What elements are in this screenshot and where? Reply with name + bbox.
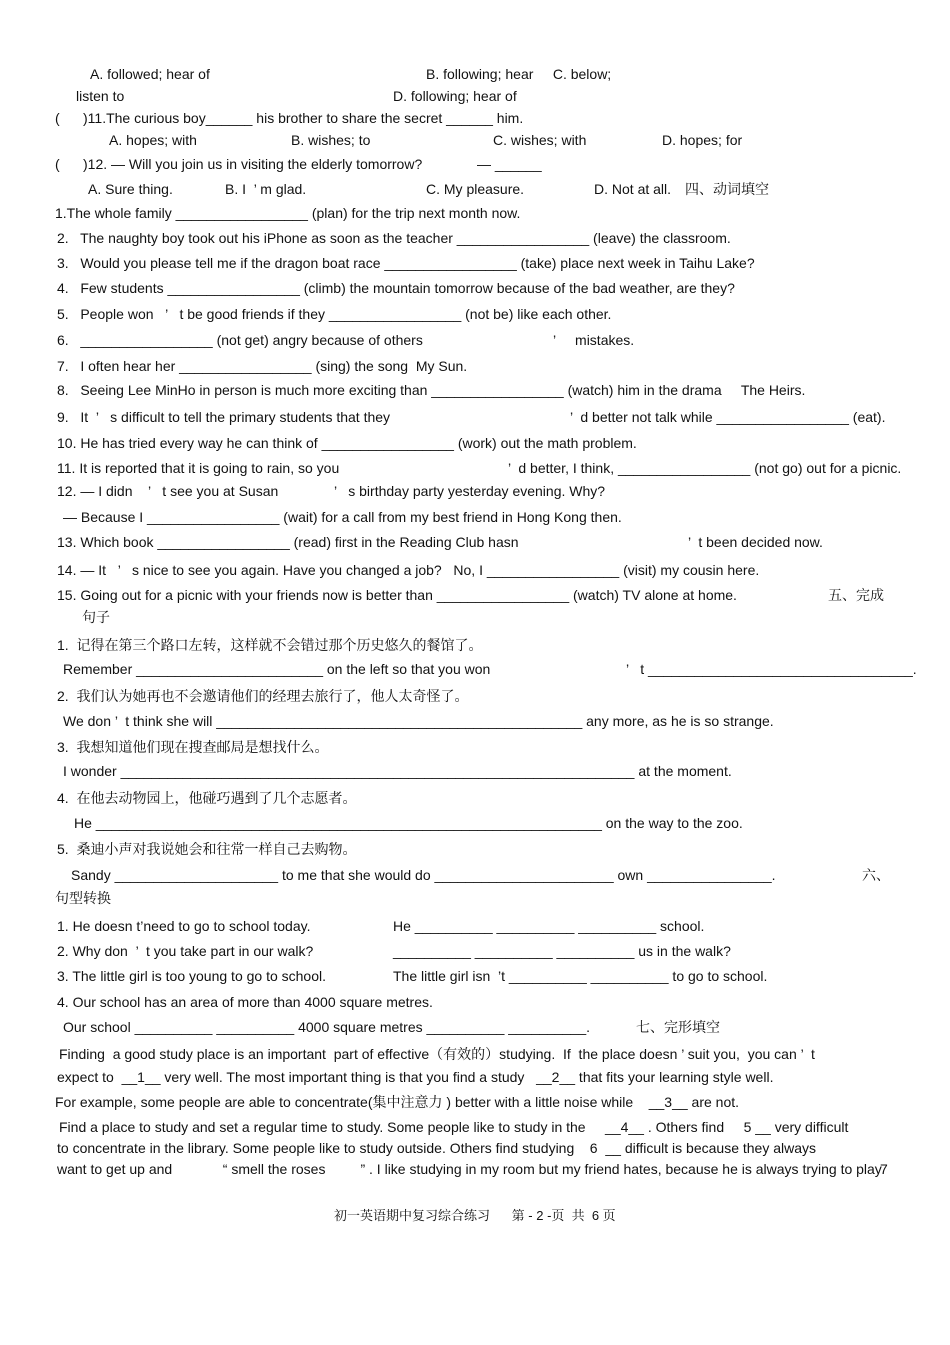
q12-option-b: B. I ’ m glad.: [225, 181, 307, 197]
verb-fill-6: 6. _________________ (not get) angry because of others: [57, 332, 423, 348]
sentence-1-english-end: ’ t __________________________________.: [626, 661, 917, 677]
cloze-blank-7-marker: 7: [880, 1161, 888, 1177]
q12-option-a: A. Sure thing.: [88, 181, 173, 197]
verb-fill-9-end: ’ d better not talk while _________________ (eat).: [570, 409, 886, 425]
sentence-2-english: We don ’ t think she will _______________________________________________ any more, as he is so strange.: [63, 713, 774, 729]
section-heading-verb-fill: 四、动词填空: [685, 181, 769, 197]
option-d: D. following; hear of: [393, 88, 517, 104]
q11-option-c: C. wishes; with: [493, 132, 587, 148]
section-heading-transform-cont: 句型转换: [55, 890, 111, 906]
verb-fill-2: 2. The naughty boy took out his iPhone as soon as the teacher _________________ (leave) the classroom.: [57, 230, 731, 246]
cloze-line-6: want to get up and “ smell the roses ” . I like studying in my room but my friend hates, because he is always trying to play: [57, 1161, 882, 1177]
verb-fill-13: 13. Which book _________________ (read) first in the Reading Club hasn: [57, 534, 519, 550]
sentence-2-chinese: 2. 我们认为她再也不会邀请他们的经理去旅行了，他人太奇怪了。: [57, 688, 469, 704]
transform-2-rewrite: __________ __________ __________ us in the walk?: [393, 943, 731, 959]
sentence-1-chinese: 1. 记得在第三个路口左转，这样就不会错过那个历史悠久的餐馆了。: [57, 637, 483, 653]
verb-fill-5: 5. People won ’ t be good friends if they _________________ (not be) like each other.: [57, 306, 612, 322]
transform-2-original: 2. Why don ’ t you take part in our walk?: [57, 943, 314, 959]
q12-option-c: C. My pleasure.: [426, 181, 525, 197]
cloze-line-2: expect to __1__ very well. The most important thing is that you find a study __2__ that fits your learning style well.: [57, 1069, 774, 1085]
verb-fill-13-end: ’ t been decided now.: [688, 534, 823, 550]
option-a: A. followed; hear of: [90, 66, 210, 82]
cloze-line-5: to concentrate in the library. Some people like to study outside. Others find studying 6 __ difficult is because they always: [57, 1140, 817, 1156]
q12-option-d: D. Not at all.: [594, 181, 672, 197]
verb-fill-9: 9. It ’ s difficult to tell the primary students that they: [57, 409, 391, 425]
sentence-5-english: Sandy _____________________ to me that she would do _______________________ own ________________.: [71, 867, 776, 883]
sentence-4-chinese: 4. 在他去动物园上，他碰巧遇到了几个志愿者。: [57, 790, 357, 806]
cloze-line-1: Finding a good study place is an important part of effective（有效的）studying. If the place doesn ’ suit you, you can ’ t: [59, 1046, 815, 1062]
sentence-3-english: I wonder __________________________________________________________________ at the moment.: [63, 763, 732, 779]
verb-fill-12-end: ’ s birthday party yesterday evening. Why?: [334, 483, 606, 499]
q11-option-d: D. hopes; for: [662, 132, 743, 148]
verb-fill-12: 12. — I didn ’ t see you at Susan: [57, 483, 279, 499]
verb-fill-7: 7. I often hear her _________________ (sing) the song My Sun.: [57, 358, 468, 374]
verb-fill-3: 3. Would you please tell me if the dragon boat race _________________ (take) place next week in Taihu Lake?: [57, 255, 755, 271]
verb-fill-14: 14. — It ’ s nice to see you again. Have you changed a job? No, I _________________ (visit) my cousin here.: [57, 562, 760, 578]
verb-fill-11-end: ’ d better, I think, _________________ (not go) out for a picnic.: [508, 460, 902, 476]
option-b-c: B. following; hear C. below;: [426, 66, 612, 82]
verb-fill-1: 1.The whole family _________________ (plan) for the trip next month now.: [55, 205, 521, 221]
transform-4-original: 4. Our school has an area of more than 4000 square metres.: [57, 994, 433, 1010]
transform-3-original: 3. The little girl is too young to go to school.: [57, 968, 327, 984]
transform-4-rewrite: Our school __________ __________ 4000 square metres __________ __________.: [63, 1019, 590, 1035]
question-11: ( )11.The curious boy______ his brother to share the secret ______ him.: [55, 110, 524, 126]
transform-1-rewrite: He __________ __________ __________ school.: [393, 918, 705, 934]
sentence-1-english: Remember ________________________ on the left so that you won: [63, 661, 491, 677]
transform-3-rewrite: The little girl isn ’t __________ __________ to go to school.: [393, 968, 768, 984]
verb-fill-15: 15. Going out for a picnic with your friends now is better than _________________ (watch) TV alone at home.: [57, 587, 737, 603]
question-12: ( )12. — Will you join us in visiting the elderly tomorrow?: [55, 156, 423, 172]
section-heading-complete: 五、完成: [828, 587, 884, 603]
verb-fill-12-reply: — Because I _________________ (wait) for a call from my best friend in Hong Kong then.: [63, 509, 622, 525]
option-a-continued: listen to: [76, 88, 125, 104]
q11-option-b: B. wishes; to: [291, 132, 371, 148]
verb-fill-6-end: ’ mistakes.: [553, 332, 635, 348]
sentence-4-english: He _________________________________________________________________ on the way to the zoo.: [74, 815, 743, 831]
page-footer: 初一英语期中复习综合练习 第 - 2 -页 共 6 页: [334, 1208, 616, 1223]
cloze-line-3: For example, some people are able to concentrate(集中注意力 ) better with a little noise while __3__ are not.: [55, 1094, 740, 1110]
section-heading-transform: 六、: [862, 867, 890, 883]
section-heading-cloze: 七、完形填空: [636, 1019, 720, 1035]
cloze-line-4: Find a place to study and set a regular time to study. Some people like to study in the __4__ . Others find 5 __ very difficult: [59, 1119, 849, 1135]
verb-fill-4: 4. Few students _________________ (climb) the mountain tomorrow because of the bad weather, are they?: [57, 280, 735, 296]
q11-option-a: A. hopes; with: [109, 132, 197, 148]
verb-fill-10: 10. He has tried every way he can think of _________________ (work) out the math problem.: [57, 435, 637, 451]
verb-fill-11: 11. It is reported that it is going to rain, so you: [57, 460, 340, 476]
sentence-3-chinese: 3. 我想知道他们现在搜查邮局是想找什么。: [57, 739, 329, 755]
sentence-5-chinese: 5. 桑迪小声对我说她会和往常一样自己去购物。: [57, 841, 357, 857]
section-heading-complete-cont: 句子: [82, 609, 110, 625]
transform-1-original: 1. He doesn t’need to go to school today.: [57, 918, 311, 934]
q12-reply: — ______: [477, 156, 542, 172]
verb-fill-8: 8. Seeing Lee MinHo in person is much more exciting than _________________ (watch) him in the drama The Heirs.: [57, 382, 806, 398]
